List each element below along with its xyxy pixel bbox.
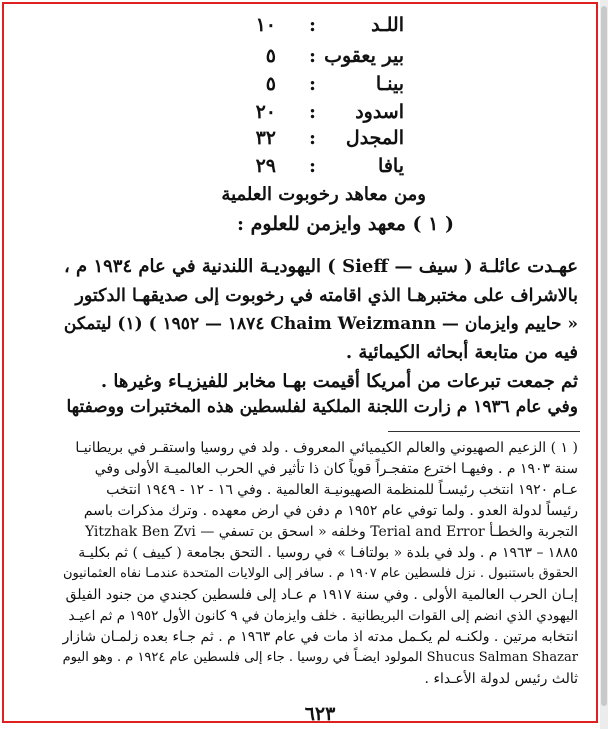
footnote-line: ثالث رئيس لدولة الأعـداء . bbox=[424, 671, 578, 687]
colon: : bbox=[308, 155, 316, 177]
vertical-scrollbar[interactable] bbox=[600, 0, 608, 729]
footnote-line: عـام ١٩٢٠ انتخب رئيسـاً للمنظمة الصهيونيـة العالمية . وفي ١٦ - ١٢ - ١٩٤٩ انتخب bbox=[106, 482, 578, 498]
footnote-line: ١٨٨٥ – ١٩٦٣ م . ولد في بلدة « بولتافـا » في روسيا . التحق بجامعة ( كييف ) ثم بكليـة bbox=[78, 545, 578, 561]
stat-row bbox=[154, 155, 404, 185]
body-line: فيه من متابعة أبحاثه الكيمائية . bbox=[345, 342, 578, 363]
town-name: اسدود bbox=[355, 101, 404, 123]
colon: : bbox=[308, 14, 316, 36]
town-value: ٢٠ bbox=[255, 101, 276, 123]
footnote-line: رئيساً لدولة العدو . ولما توفي عام ١٩٥٢ م دفن في ارض معهده . وترك مذكرات باسم bbox=[83, 503, 578, 519]
body-line: عهـدت عائلـة ( سيف — Sieff ) اليهوديـة اللندنية في عام ١٩٣٤ م ، bbox=[63, 256, 578, 277]
town-name: يافا bbox=[378, 155, 404, 177]
scrollbar-thumb[interactable] bbox=[601, 6, 607, 706]
town-value: ٥ bbox=[265, 73, 276, 95]
stat-row bbox=[154, 127, 404, 157]
document-page bbox=[58, 0, 582, 729]
town-value: ١٠ bbox=[255, 14, 276, 36]
town-value: ٢٩ bbox=[255, 155, 276, 177]
footnote-divider bbox=[388, 431, 580, 432]
town-value: ٣٢ bbox=[255, 127, 276, 149]
stat-row bbox=[154, 14, 404, 44]
colon: : bbox=[308, 101, 316, 123]
footnote-line: سنة ١٩٠٣ م . وفيهـا اخترع متفجـراً قوياً كان ذا تأثير في الحرب العالميـة الأولى وفي bbox=[94, 461, 578, 477]
stat-row bbox=[154, 45, 404, 75]
body-line: ثم جمعت تبرعات من أمريكا أقيمت بهـا مخابر للفيزيـاء وغيرها . bbox=[100, 371, 578, 392]
body-line: بالاشراف على مختبرهـا الذي اقامته في رخوبوت إلى صديقهـا الدكتور bbox=[75, 286, 578, 306]
town-value: ٥ bbox=[265, 45, 276, 67]
body-line: « حاييم وايزمان — Chaim Weizmann ١٨٧٤ — ١٩٥٢ ) (١) ليتمكن bbox=[63, 314, 578, 334]
footnote-line: التجربة والخطـأ Terial and Error وخلفه « اسحق بن تسفي — Yitzhak Ben Zvi bbox=[84, 524, 578, 540]
section-heading: ( ١ ) معهد وايزمن للعلوم : bbox=[237, 213, 454, 235]
colon: : bbox=[308, 73, 316, 95]
footnote-line: ( ١ ) الزعيم الصهيوني والعالم الكيميائي المعروف . ولد في روسيا واستقـر في بريطانيـا bbox=[75, 440, 578, 456]
footnote-line: انتخابه مرتين . ولكنـه لم يكـمل مدته اذ مات في عام ١٩٦٣ م . ثم جـاء بعده زلمـان شازار bbox=[62, 629, 578, 645]
intro-text: ومن معاهد رخوبوت العلمية bbox=[221, 184, 426, 205]
town-name: بير يعقوب bbox=[324, 45, 404, 67]
colon: : bbox=[308, 45, 316, 67]
footnote-line: الحقوق باستنبول . نزل فلسطين عام ١٩٠٧ م . سافر إلى الولايات المتحدة عندمـا نفاه العثمانيون bbox=[62, 566, 578, 581]
colon: : bbox=[308, 127, 316, 149]
town-name: اللـد bbox=[371, 14, 404, 36]
stat-row bbox=[154, 73, 404, 103]
page-number: ٦٢٣ bbox=[304, 703, 336, 725]
town-name: المجدل bbox=[345, 127, 404, 149]
footnote-line: إبـان الحرب العالمية الأولى . وفي سنة ١٩١٧ م عـاد إلى فلسطين كجندي من جنود الفيلق bbox=[65, 587, 578, 603]
footnote-line: Shucus Salman Shazar المولود ايضـاً في روسيا . جاء إلى فلسطين عام ١٩٢٤ م . وهو اليوم bbox=[62, 650, 578, 665]
footnote-line: اليهودي الذي انضم إلى القوات البريطانية . خلف وايزمان في ٩ كانون الأول ١٩٥٢ م ثم اعيـد bbox=[68, 608, 578, 624]
town-name: بينـا bbox=[375, 73, 404, 95]
body-line: وفي عام ١٩٣٦ م زارت اللجنة الملكية لفلسطين هذه المختبرات ووصفتها bbox=[66, 397, 578, 417]
